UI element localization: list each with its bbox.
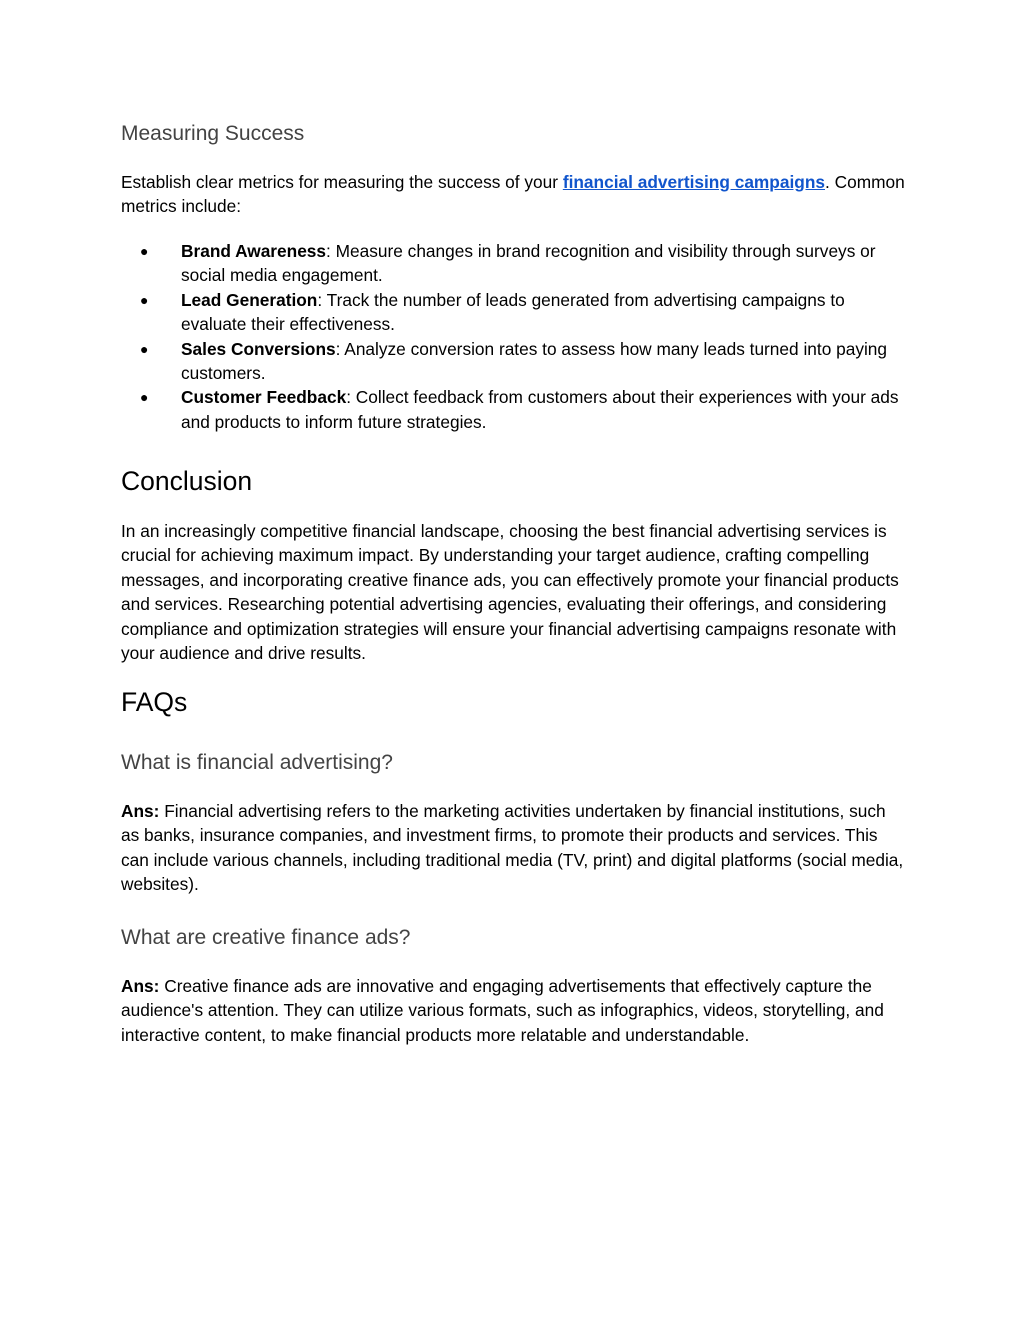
list-item <box>121 288 906 337</box>
metric-description: : Track the number of leads generated from advertising campaigns to evaluate their effectiveness. <box>181 289 845 335</box>
metrics-list <box>121 239 906 434</box>
financial-advertising-campaigns-link[interactable]: financial advertising campaigns <box>562 172 825 192</box>
faq-question-1: What is financial advertising? <box>121 751 393 774</box>
metric-description: : Analyze conversion rates to assess how many leads turned into paying customers. <box>181 338 888 384</box>
conclusion-paragraph: In an increasingly competitive financial landscape, choosing the best financial advertising services is crucial for achieving maximum impact. By understanding your target audience, crafting compelling messages, and incorporating creative finance ads, you can effectively promote your financial products and services. Researching potential advertising agencies, evaluating their offerings, and considering compliance and optimization strategies will ensure your financial advertising campaigns resonate with your audience and drive results. <box>121 521 899 664</box>
metric-description: : Measure changes in brand recognition and visibility through surveys or social media engagement. <box>181 241 876 286</box>
faq-answer-1 <box>121 799 906 897</box>
metric-term: Sales Conversions <box>181 338 336 359</box>
intro-text-before: Establish clear metrics for measuring the success of your <box>121 172 563 192</box>
intro-text-after: . Common metrics include: <box>121 172 905 217</box>
bullet-icon: ● <box>140 291 149 308</box>
answer-text: Creative finance ads are innovative and engaging advertisements that effectively capture the audience's attention. They can utilize various formats, such as infographics, videos, storytelling, and interactive content, to make financial products more relatable and understandable. <box>121 976 884 1045</box>
faqs-heading: FAQs <box>121 687 188 717</box>
metric-term: Lead Generation <box>181 289 318 310</box>
metric-term: Brand Awareness <box>181 241 327 261</box>
faq-question-2: What are creative finance ads? <box>121 926 411 949</box>
faq-answer-2 <box>121 974 906 1047</box>
bullet-icon: ● <box>140 389 149 406</box>
list-item <box>121 337 906 386</box>
answer-label: Ans: <box>121 976 160 996</box>
metric-description: : Collect feedback from customers about their experiences with your ads and products to inform future strategies. <box>181 387 899 432</box>
conclusion-heading: Conclusion <box>121 466 253 496</box>
list-item <box>121 239 906 288</box>
list-item <box>121 385 906 434</box>
bullet-icon: ● <box>140 243 149 259</box>
measuring-success-heading: Measuring Success <box>121 122 305 145</box>
answer-label: Ans: <box>121 801 160 821</box>
measuring-intro-paragraph <box>121 170 906 219</box>
answer-text: Financial advertising refers to the marketing activities undertaken by financial institutions, such as banks, insurance companies, and investment firms, to promote their products and services. This can include various channels, including traditional media (TV, print) and digital platforms (social media, websites). <box>121 801 904 895</box>
bullet-icon: ● <box>140 340 149 357</box>
metric-term: Customer Feedback <box>181 387 347 408</box>
